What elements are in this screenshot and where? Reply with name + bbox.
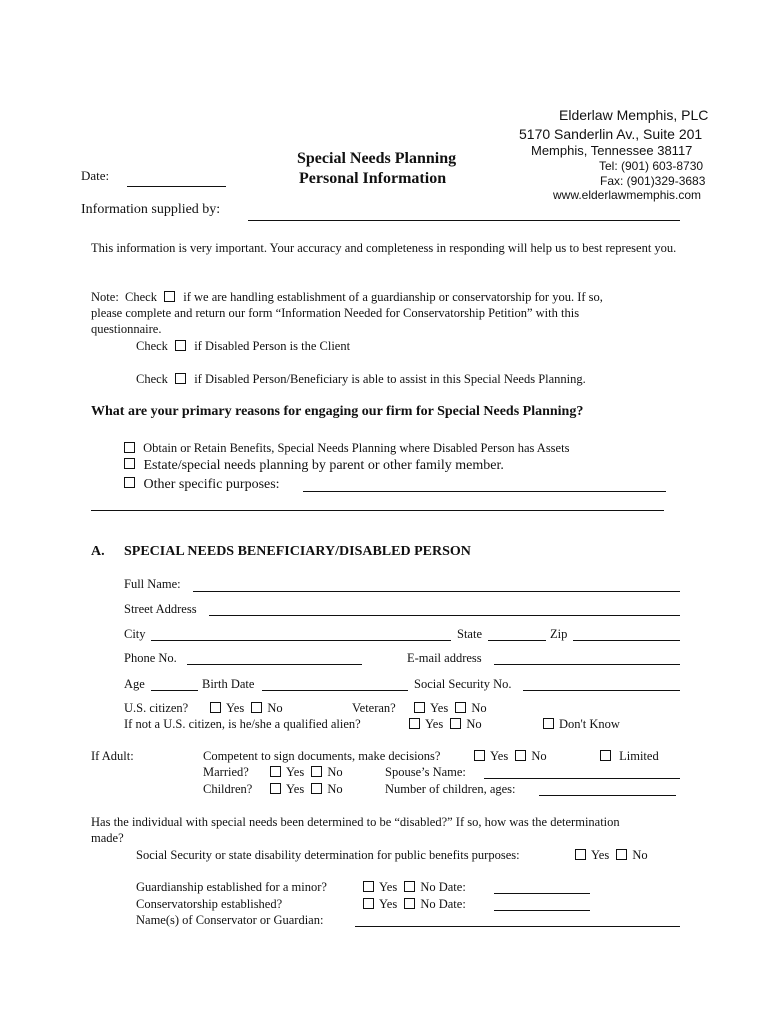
veteran-no-checkbox[interactable]	[455, 702, 466, 713]
children-yes-checkbox[interactable]	[270, 783, 281, 794]
check-assist-text: if Disabled Person/Beneficiary is able to assist in this Special Needs Planning.	[194, 372, 586, 386]
competent-yes-checkbox[interactable]	[474, 750, 485, 761]
reason-3-checkbox[interactable]	[124, 477, 135, 488]
city-field[interactable]	[151, 640, 451, 641]
check-assist-row	[136, 372, 586, 387]
zip-label: Zip	[550, 627, 568, 641]
alien-no-checkbox[interactable]	[450, 718, 461, 729]
married-no-label: No	[327, 765, 343, 779]
birth-date-label: Birth Date	[202, 677, 255, 691]
veteran-label: Veteran?	[352, 701, 396, 715]
conservatorship-date-label: Date:	[438, 897, 466, 911]
children-label: Children?	[203, 782, 253, 796]
children-yes-label: Yes	[286, 782, 305, 796]
form-title-line2: Personal Information	[299, 170, 447, 187]
citizen-yes-checkbox[interactable]	[210, 702, 221, 713]
check-client-row	[136, 339, 350, 354]
children-options	[266, 782, 343, 797]
citizen-options	[206, 701, 283, 716]
city-label: City	[124, 627, 146, 641]
guardianship-minor-options	[359, 880, 466, 895]
ss-det-no-label: No	[632, 848, 648, 862]
guardianship-no-checkbox[interactable]	[404, 881, 415, 892]
check-word: Check	[136, 339, 168, 353]
married-no-checkbox[interactable]	[311, 766, 322, 777]
children-no-label: No	[327, 782, 343, 796]
spouse-name-field[interactable]	[484, 778, 680, 779]
age-label: Age	[124, 677, 145, 691]
ssn-field[interactable]	[523, 690, 680, 691]
competent-no-label: No	[531, 749, 547, 763]
section-a-title: SPECIAL NEEDS BENEFICIARY/DISABLED PERSON	[124, 544, 471, 559]
competent-label: Competent to sign documents, make decisions?	[203, 749, 441, 763]
citizen-yes-label: Yes	[226, 701, 245, 715]
reason-3-text: Other specific purposes:	[143, 477, 280, 492]
birth-date-field[interactable]	[262, 690, 408, 691]
competent-no-checkbox[interactable]	[515, 750, 526, 761]
form-title-line1: Special Needs Planning	[297, 150, 457, 167]
competent-options	[470, 749, 547, 764]
note-label: Note	[91, 290, 116, 304]
citizen-no-label: No	[267, 701, 283, 715]
guardianship-checkbox[interactable]	[164, 291, 175, 302]
reason-1-text: Obtain or Retain Benefits, Special Needs Planning where Disabled Person has Assets	[143, 441, 570, 455]
citizen-no-checkbox[interactable]	[251, 702, 262, 713]
note-text1: if we are handling establishment of a guardianship or conservatorship for you. If so,	[183, 290, 603, 304]
full-name-field[interactable]	[193, 591, 680, 592]
firm-tel: Tel: (901) 603-8730	[599, 159, 704, 173]
alien-yes-checkbox[interactable]	[409, 718, 420, 729]
if-adult-label: If Adult:	[91, 749, 134, 763]
check-client-text: if Disabled Person is the Client	[194, 339, 351, 353]
firm-city: Memphis, Tennessee 38117	[531, 143, 693, 158]
veteran-no-label: No	[471, 701, 487, 715]
email-label: E-mail address	[407, 651, 482, 665]
competent-limited-label: Limited	[619, 749, 659, 763]
alien-dont-know-label: Don't Know	[559, 717, 620, 731]
veteran-options	[410, 701, 487, 716]
competent-limited-checkbox[interactable]	[600, 750, 611, 761]
reason-1-checkbox[interactable]	[124, 442, 135, 453]
guardianship-yes-checkbox[interactable]	[363, 881, 374, 892]
married-yes-checkbox[interactable]	[270, 766, 281, 777]
conservator-names-label: Name(s) of Conservator or Guardian:	[136, 913, 324, 927]
veteran-yes-label: Yes	[430, 701, 449, 715]
guardianship-date-field[interactable]	[494, 893, 590, 894]
state-field[interactable]	[488, 640, 546, 641]
competent-yes-label: Yes	[490, 749, 509, 763]
competent-limited-option	[596, 749, 659, 764]
qualified-alien-label: If not a U.S. citizen, is he/she a qualified alien?	[124, 717, 361, 731]
other-purposes-line2[interactable]	[91, 510, 664, 511]
married-yes-label: Yes	[286, 765, 305, 779]
note-line1: Note: Check if we are handling establishment of a guardianship or conservatorship for you. If so,	[91, 290, 603, 304]
guardianship-no-label: No	[420, 880, 436, 894]
conservatorship-options	[359, 897, 466, 912]
citizen-label: U.S. citizen?	[124, 701, 189, 715]
num-children-field[interactable]	[539, 795, 676, 796]
reason-option-1	[120, 441, 569, 456]
ssn-label: Social Security No.	[414, 677, 512, 691]
state-label: State	[457, 627, 482, 641]
intro-text: This information is very important. Your accuracy and completeness in responding will help us to best represent you.	[91, 241, 677, 255]
firm-street: 5170 Sanderlin Av., Suite 201	[519, 126, 703, 142]
disabled-question-line2: made?	[91, 831, 124, 845]
alien-dont-know-checkbox[interactable]	[543, 718, 554, 729]
street-field[interactable]	[209, 615, 680, 616]
supplied-by-field[interactable]	[248, 220, 680, 221]
reasons-heading: What are your primary reasons for engaging our firm for Special Needs Planning?	[91, 404, 584, 419]
firm-fax: Fax: (901)329-3683	[600, 174, 706, 188]
firm-website: www.elderlawmemphis.com	[553, 188, 702, 202]
conservatorship-no-label: No	[420, 897, 436, 911]
married-label: Married?	[203, 765, 249, 779]
zip-field[interactable]	[573, 640, 680, 641]
conservatorship-date-field[interactable]	[494, 910, 590, 911]
married-options	[266, 765, 343, 780]
num-children-label: Number of children, ages:	[385, 782, 516, 796]
age-field[interactable]	[151, 690, 198, 691]
section-a-letter: A.	[91, 544, 105, 559]
conservatorship-yes-label: Yes	[379, 897, 398, 911]
other-purposes-field[interactable]	[303, 491, 666, 492]
ss-det-no-checkbox[interactable]	[616, 849, 627, 860]
ss-determination-label: Social Security or state disability determination for public benefits purposes:	[136, 848, 520, 862]
date-field[interactable]	[127, 186, 226, 187]
conservator-names-field[interactable]	[355, 926, 680, 927]
reason-option-2	[120, 458, 504, 474]
ss-det-yes-checkbox[interactable]	[575, 849, 586, 860]
reason-option-3	[120, 477, 280, 493]
conservatorship-yes-checkbox[interactable]	[363, 898, 374, 909]
alien-dont-know-option	[539, 717, 620, 732]
qualified-alien-options	[405, 717, 482, 732]
reason-2-text: Estate/special needs planning by parent or other family member.	[143, 458, 504, 473]
firm-name: Elderlaw Memphis, PLC	[559, 107, 709, 123]
ss-determination-options	[571, 848, 648, 863]
phone-field[interactable]	[187, 664, 362, 665]
children-no-checkbox[interactable]	[311, 783, 322, 794]
note-text2: please complete and return our form “Information Needed for Conservatorship Petition” with this	[91, 306, 580, 320]
check-word: Check	[136, 372, 168, 386]
street-label: Street Address	[124, 602, 197, 616]
disabled-question-line1: Has the individual with special needs been determined to be “disabled?” If so, how was the determination	[91, 815, 620, 829]
reason-2-checkbox[interactable]	[124, 458, 135, 469]
able-to-assist-checkbox[interactable]	[175, 373, 186, 384]
veteran-yes-checkbox[interactable]	[414, 702, 425, 713]
full-name-label: Full Name:	[124, 577, 181, 591]
note-check-word: Check	[125, 290, 157, 304]
spouse-label: Spouse’s Name:	[385, 765, 466, 779]
phone-label: Phone No.	[124, 651, 177, 665]
note-text3: questionnaire.	[91, 322, 162, 336]
disabled-is-client-checkbox[interactable]	[175, 340, 186, 351]
date-label: Date:	[81, 168, 110, 183]
guardianship-date-label: Date:	[438, 880, 466, 894]
guardianship-minor-label: Guardianship established for a minor?	[136, 880, 327, 894]
email-field[interactable]	[494, 664, 680, 665]
guardianship-yes-label: Yes	[379, 880, 398, 894]
alien-no-label: No	[466, 717, 482, 731]
alien-yes-label: Yes	[425, 717, 444, 731]
conservatorship-label: Conservatorship established?	[136, 897, 283, 911]
conservatorship-no-checkbox[interactable]	[404, 898, 415, 909]
supplied-by-label: Information supplied by:	[81, 202, 221, 217]
ss-det-yes-label: Yes	[591, 848, 610, 862]
